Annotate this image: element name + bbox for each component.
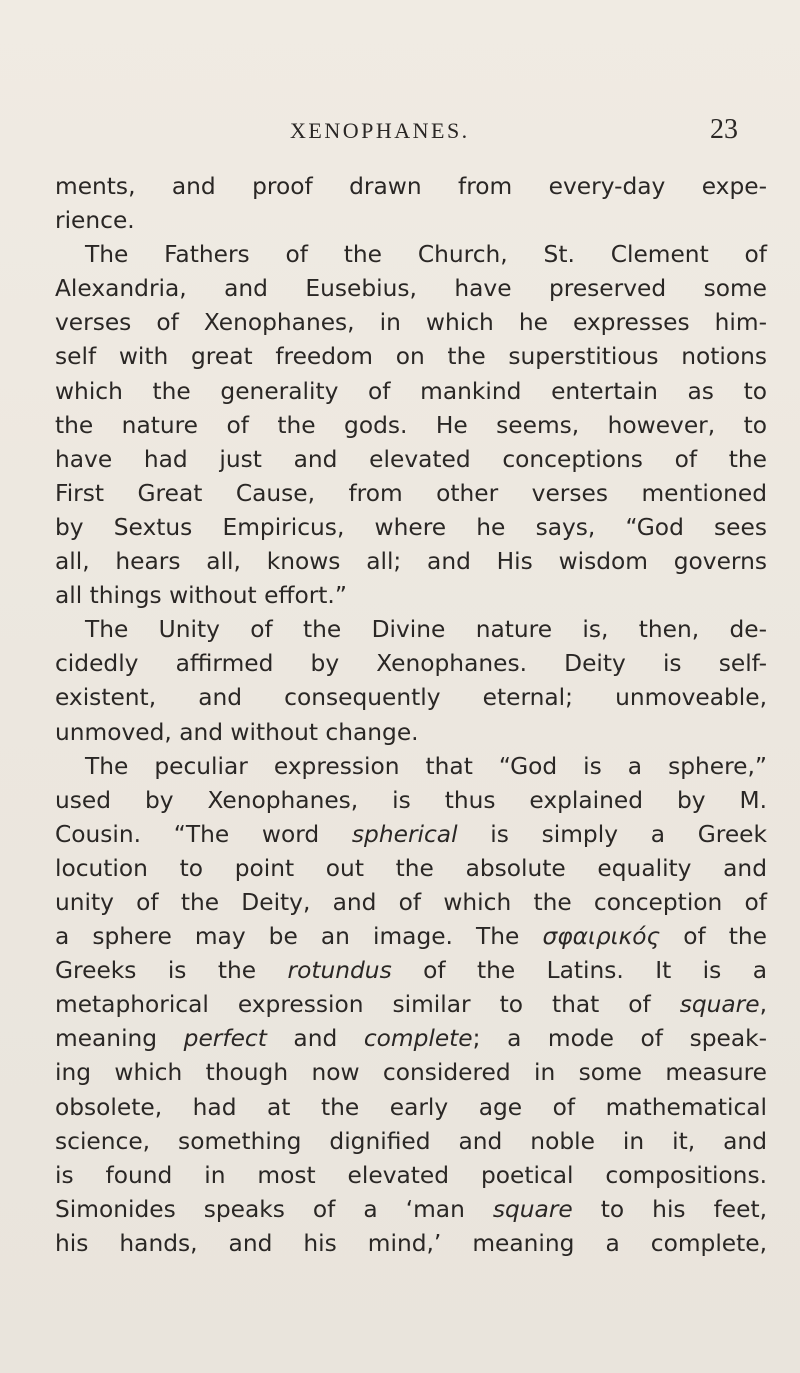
italic-text: square (492, 1195, 573, 1223)
text-segment: is simply a Greek (457, 820, 767, 848)
text-segment: the nature of the gods. He seems, however, to (55, 411, 767, 439)
text-line (55, 1022, 767, 1056)
text-segment: verses of Xenophanes, in which he expresses him- (55, 309, 767, 337)
running-head: XENOPHANES. (290, 118, 470, 143)
text-segment: which the generality of mankind entertain as to (55, 377, 767, 405)
text-line (55, 579, 767, 613)
text-segment: Cousin. “The word (55, 820, 352, 848)
text-line (55, 238, 767, 272)
text-line (55, 1193, 767, 1227)
text-segment: and (266, 1025, 364, 1053)
text-line (55, 375, 767, 409)
italic-text: rotundus (287, 957, 392, 985)
text-segment: a sphere may be an image. The (55, 923, 543, 951)
text-segment: all, hears all, knows all; and His wisdom governs (55, 548, 767, 576)
text-line (55, 920, 767, 954)
text-line (55, 988, 767, 1022)
text-segment: ments, and proof drawn from every-day expe- (55, 173, 767, 200)
text-segment: have had just and elevated conceptions of the (55, 445, 767, 473)
text-line (55, 443, 767, 477)
text-line (55, 477, 767, 511)
text-segment: of the Latins. It is a (391, 957, 767, 985)
text-line (55, 170, 767, 204)
text-segment: Greeks is the (55, 957, 288, 985)
text-line (55, 613, 767, 647)
text-line (55, 1125, 767, 1159)
text-line (55, 1227, 767, 1261)
text-segment: by Sextus Empiricus, where he says, “God sees (55, 513, 767, 541)
text-segment: used by Xenophanes, is thus explained by M. (55, 786, 767, 814)
text-line (55, 306, 767, 340)
text-segment: unmoved, and without change. (55, 718, 419, 746)
italic-text: perfect (183, 1025, 267, 1053)
text-line (55, 340, 767, 374)
text-line (55, 1091, 767, 1125)
text-segment: existent, and consequently eternal; unmoveable, (55, 684, 767, 712)
text-segment: to his feet, (572, 1195, 767, 1223)
italic-text: σφαιρικός (542, 923, 661, 951)
text-line (55, 681, 767, 715)
text-segment: is found in most elevated poetical compositions. (55, 1161, 767, 1189)
text-segment: cidedly affirmed by Xenophanes. Deity is self- (55, 650, 767, 678)
text-segment: First Great Cause, from other verses mentioned (55, 479, 767, 507)
text-segment: , (759, 991, 767, 1019)
text-segment: science, something dignified and noble in it, and (55, 1127, 767, 1155)
text-line (55, 750, 767, 784)
italic-text: square (679, 991, 760, 1019)
text-segment: metaphorical expression similar to that of (55, 991, 680, 1019)
text-segment: Simonides speaks of a ‘man (55, 1195, 493, 1223)
text-line (55, 511, 767, 545)
italic-text: spherical (351, 820, 458, 848)
text-line (55, 852, 767, 886)
text-line (55, 409, 767, 443)
text-segment: The peculiar expression that “God is a sphere,” (85, 752, 767, 780)
text-segment: Alexandria, and Eusebius, have preserved some (55, 275, 767, 303)
text-segment: self with great freedom on the superstitious notions (55, 343, 767, 371)
text-segment: meaning (55, 1025, 184, 1053)
text-segment: unity of the Deity, and of which the conception of (55, 888, 767, 916)
text-segment: of the (660, 923, 767, 951)
text-line (55, 954, 767, 988)
text-line (55, 545, 767, 579)
text-line (55, 204, 767, 238)
body-text (55, 170, 767, 1261)
text-segment: obsolete, had at the early age of mathematical (55, 1093, 767, 1121)
text-line (55, 647, 767, 681)
text-segment: The Fathers of the Church, St. Clement of (85, 241, 767, 269)
text-segment: all things without effort.” (55, 582, 347, 610)
text-line (55, 272, 767, 306)
text-segment: ; a mode of speak- (472, 1025, 768, 1053)
text-segment: ing which though now considered in some measure (55, 1059, 767, 1087)
text-line (55, 818, 767, 852)
page-number: 23 (710, 114, 738, 145)
page-header (0, 114, 800, 148)
text-segment: The Unity of the Divine nature is, then, de- (85, 616, 767, 644)
text-line (55, 784, 767, 818)
text-line (55, 886, 767, 920)
text-segment: his hands, and his mind,’ meaning a complete, (55, 1229, 767, 1257)
text-line (55, 1159, 767, 1193)
italic-text: complete (363, 1025, 473, 1053)
text-segment: locution to point out the absolute equality and (55, 854, 767, 882)
text-line (55, 1056, 767, 1090)
text-line (55, 716, 767, 750)
text-segment: rience. (55, 207, 135, 235)
